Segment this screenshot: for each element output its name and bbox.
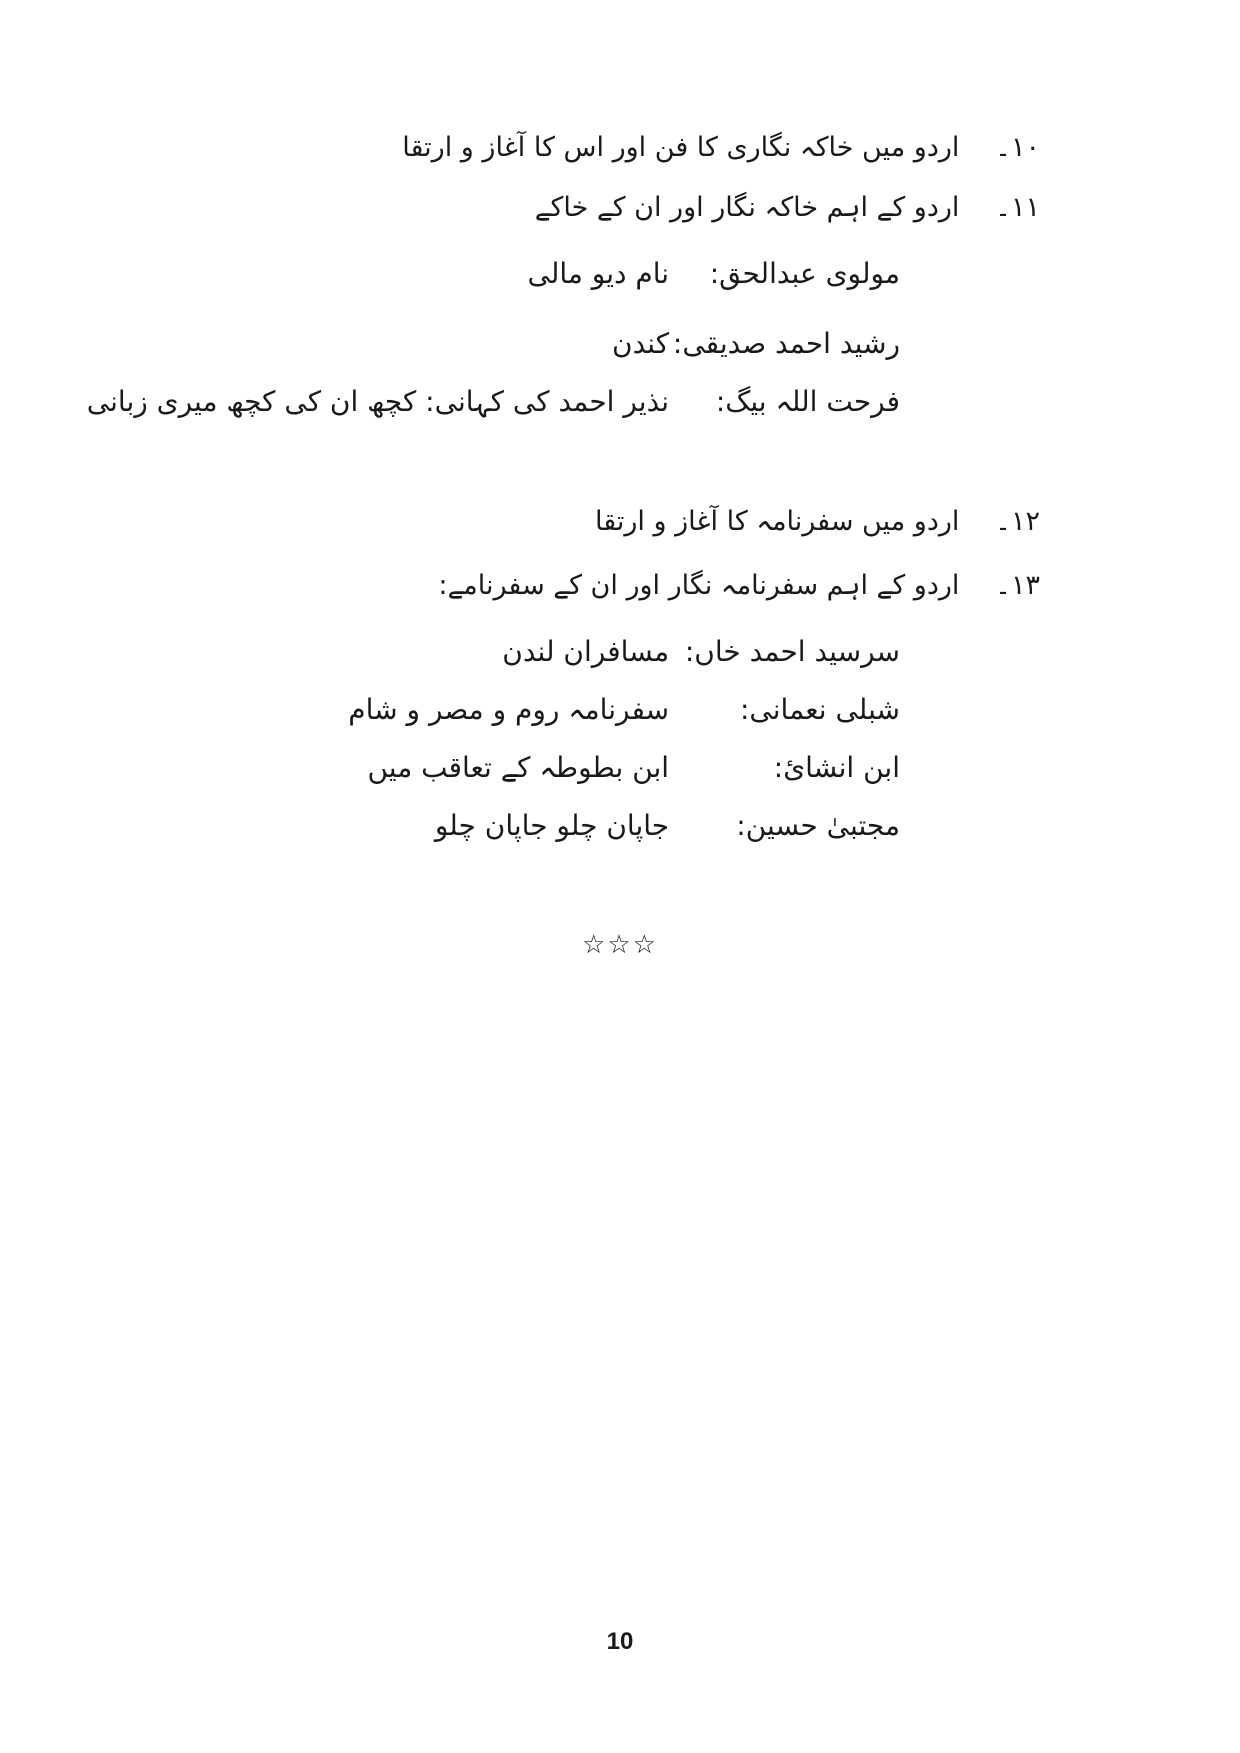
section-number: ۱۰۔ [995,132,1040,163]
list-item [348,688,900,732]
author-name: شبلی نعمانی: [739,693,900,726]
author-name: ابن انشائ: [773,751,900,784]
author-name: مجتبیٰ حسین: [736,809,900,842]
list-item [87,380,900,424]
section-heading-12 [595,502,1040,542]
section-number: ۱۳۔ [995,570,1040,601]
section-title: اردو میں سفرنامہ کا آغاز و ارتقا [594,506,960,537]
work-title: نام دیو مالی [527,257,670,290]
list-item [612,322,900,366]
section-title: اردو کے اہم خاکہ نگار اور ان کے خاکے [534,192,960,223]
work-title: سفرنامہ روم و مصر و شام [348,693,670,726]
page-number: 10 [606,1628,634,1655]
section-heading-11 [535,188,1040,228]
list-item [502,630,900,674]
work-title: ابن بطوطہ کے تعاقب میں [367,751,670,784]
list-item [435,804,900,848]
author-name: رشید احمد صدیقی: [672,327,900,360]
separator-stars: ☆☆☆ [582,930,658,960]
work-title: جاپان چلو جاپان چلو [434,809,670,842]
work-title: مسافران لندن [502,635,670,668]
work-title: نذیر احمد کی کہانی: کچھ ان کی کچھ میری زبانی [86,385,670,418]
author-name: مولوی عبدالحق: [709,257,900,290]
section-number: ۱۱۔ [995,192,1040,223]
list-item [528,252,901,296]
section-heading-13 [438,566,1040,606]
author-name: سرسید احمد خاں: [684,635,900,668]
section-heading-10 [402,128,1040,168]
list-item [367,746,900,790]
section-title: اردو کے اہم سفرنامہ نگار اور ان کے سفرنامے: [438,570,960,601]
section-number: ۱۲۔ [995,506,1040,537]
work-title: کندن [612,327,670,360]
author-name: فرحت اللہ بیگ: [715,385,900,418]
section-title: اردو میں خاکہ نگاری کا فن اور اس کا آغاز و ارتقا [402,132,960,163]
